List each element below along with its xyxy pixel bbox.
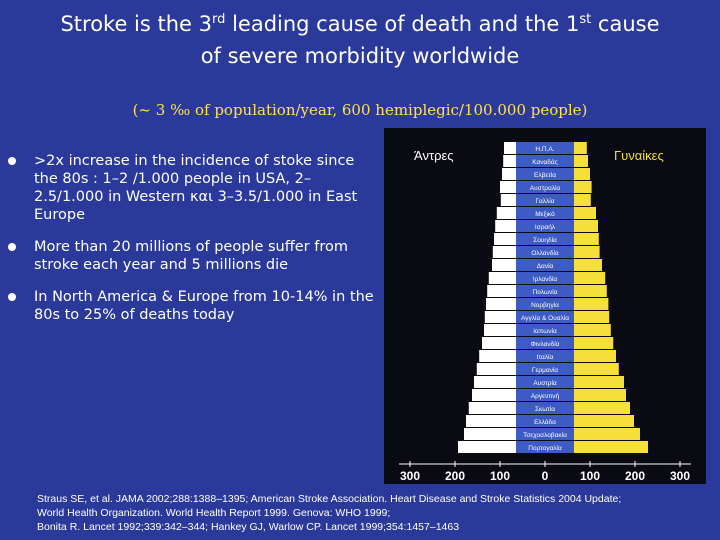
bar-women xyxy=(574,181,592,193)
chart-svg xyxy=(384,128,706,484)
reference-line: Straus SE, et al. JAMA 2002;288:1388–1395; American Stroke Association. Heart Disease and Stroke Statistics 2004 Update; xyxy=(37,493,622,505)
country-label: Αργεντινή xyxy=(530,393,560,400)
bar-women xyxy=(574,207,596,219)
x-tick-label: 300 xyxy=(399,469,421,483)
bar-men xyxy=(458,441,516,453)
reference-line: Bonita R. Lancet 1992;339:342–344; Hankey GJ, Warlow CP. Lancet 1999;354:1457–1463 xyxy=(37,521,460,533)
bar-men xyxy=(501,194,516,206)
country-label: Σουηδία xyxy=(533,237,557,244)
bar-men xyxy=(495,220,516,232)
bar-women xyxy=(574,441,648,453)
bar-men xyxy=(486,298,516,310)
bar-men xyxy=(484,324,516,336)
country-label: Ελλάδα xyxy=(534,419,556,426)
country-label: Δανία xyxy=(536,263,554,270)
title-line-1 xyxy=(0,8,720,40)
x-tick-label: 0 xyxy=(541,469,549,483)
bullet-list xyxy=(8,152,378,338)
bullet-text: In North America & Europe from 10-14% in the 80s to 25% of deaths today xyxy=(34,289,374,323)
country-label: Γερμανία xyxy=(531,367,559,374)
bar-women xyxy=(574,311,609,323)
bullet-dot-icon xyxy=(8,157,16,165)
x-tick-label: 200 xyxy=(444,469,466,483)
bar-women xyxy=(574,142,587,154)
country-label: Ελβετία xyxy=(534,172,556,179)
bar-men xyxy=(464,428,516,440)
country-label: Πολωνία xyxy=(532,289,558,296)
country-label: Μεξικό xyxy=(535,211,555,218)
bar-men xyxy=(500,181,516,193)
bar-men xyxy=(502,168,516,180)
slide-subtitle: (~ 3 ‰ of population/year, 600 hemiplegic/100.000 people) xyxy=(132,101,588,119)
country-label: Γαλλία xyxy=(535,198,555,205)
bar-women xyxy=(574,415,634,427)
mortality-chart xyxy=(384,128,706,484)
country-label: Αγγλία & Ουαλία xyxy=(521,315,569,322)
bullet-item xyxy=(8,238,378,274)
bar-women xyxy=(574,233,599,245)
bar-men xyxy=(492,259,516,271)
country-label: Ισραήλ xyxy=(534,224,556,231)
bar-men xyxy=(494,233,516,245)
country-label: Φινλανδία xyxy=(530,341,560,348)
bar-women xyxy=(574,350,616,362)
country-label: Πορτογαλία xyxy=(528,445,562,452)
men-label: Άντρες xyxy=(414,148,454,163)
bullet-dot-icon xyxy=(8,243,16,251)
bar-women xyxy=(574,337,613,349)
bar-women xyxy=(574,285,607,297)
country-label: Ιρλανδία xyxy=(532,276,558,283)
bar-women xyxy=(574,298,608,310)
country-label: Αυστραλία xyxy=(529,185,561,192)
country-label: Καναδάς xyxy=(532,159,558,166)
title-sup-st: st xyxy=(579,12,592,27)
bar-women xyxy=(574,402,630,414)
bar-women xyxy=(574,363,619,375)
bar-women xyxy=(574,428,640,440)
title-text-a: Stroke is the 3 xyxy=(60,12,213,36)
bar-men xyxy=(504,142,516,154)
reference-line: World Health Organization. World Health Report 1999. Genova: WHO 1999; xyxy=(37,507,391,519)
bar-women xyxy=(574,168,590,180)
bar-women xyxy=(574,324,611,336)
title-line-2: of severe morbidity worldwide xyxy=(200,44,520,68)
bar-women xyxy=(574,376,624,388)
bar-men xyxy=(497,207,516,219)
country-label: Ολλανδία xyxy=(531,250,559,257)
bar-women xyxy=(574,389,626,401)
bullet-item xyxy=(8,288,378,324)
bar-men xyxy=(485,311,516,323)
bar-men xyxy=(477,363,516,375)
bar-men xyxy=(493,246,516,258)
title-text-c: cause xyxy=(591,12,660,36)
bullet-dot-icon xyxy=(8,293,16,301)
title-sup-rd: rd xyxy=(212,12,226,27)
bar-men xyxy=(474,376,516,388)
country-label: Τσεχοσλοβακία xyxy=(523,432,567,439)
country-label: Σκωτία xyxy=(535,406,555,413)
country-label: Νορβηγία xyxy=(531,302,559,309)
bar-women xyxy=(574,272,605,284)
bar-women xyxy=(574,246,600,258)
bar-women xyxy=(574,259,602,271)
bar-men xyxy=(482,337,516,349)
x-tick-label: 300 xyxy=(669,469,691,483)
bar-women xyxy=(574,155,588,167)
bar-men xyxy=(487,285,516,297)
women-label: Γυναίκες xyxy=(614,148,664,163)
slide-title xyxy=(0,8,720,72)
bullet-text: More than 20 millions of people suffer from stroke each year and 5 millions die xyxy=(34,239,348,273)
x-tick-label: 200 xyxy=(624,469,646,483)
bar-women xyxy=(574,194,591,206)
bar-men xyxy=(503,155,516,167)
country-label: Η.Π.Α. xyxy=(535,146,555,153)
bullet-item xyxy=(8,152,378,224)
bar-men xyxy=(466,415,516,427)
references xyxy=(37,492,717,534)
bullet-text: >2x increase in the incidence of stoke since the 80s : 1–2 /1.000 people in USA, 2–2.5/1.000 in Western και 3–3.5/1.000 in East Europe xyxy=(34,153,358,223)
x-tick-label: 100 xyxy=(579,469,601,483)
country-label: Ιαπωνία xyxy=(533,328,557,335)
x-tick-label: 100 xyxy=(489,469,511,483)
bar-women xyxy=(574,220,598,232)
title-text-b: leading cause of death and the 1 xyxy=(225,12,580,36)
bar-men xyxy=(472,389,516,401)
bar-men xyxy=(479,350,516,362)
country-label: Αυστρία xyxy=(533,380,557,387)
bar-men xyxy=(489,272,516,284)
country-label: Ιταλία xyxy=(536,354,554,361)
bar-men xyxy=(469,402,516,414)
